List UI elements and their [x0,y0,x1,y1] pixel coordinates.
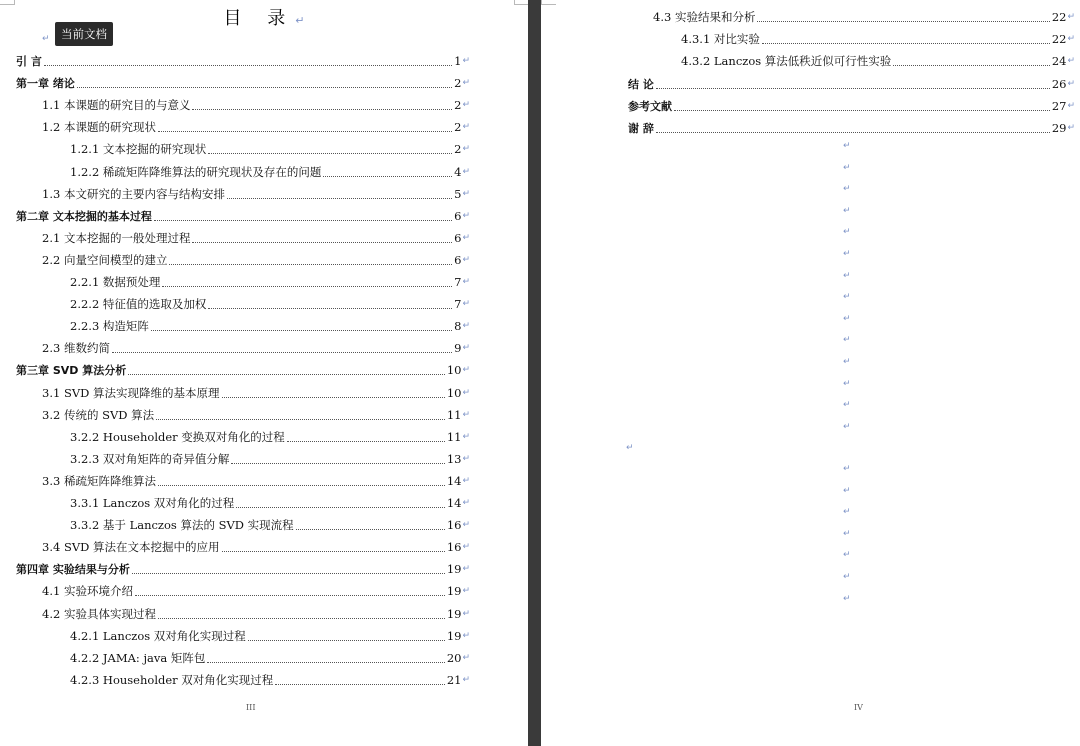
toc-dot-leader [275,675,445,685]
paragraph-mark-icon: ↵ [843,464,851,474]
paragraph-mark-icon: ↵ [462,122,470,133]
toc-entry[interactable] [70,493,470,513]
toc-entry-page: 19 [446,606,462,621]
toc-entry[interactable] [70,162,470,182]
toc-entry-page: 16 [446,518,462,533]
toc-dot-leader [656,123,1050,133]
toc-entry-page: 11 [446,407,462,422]
toc-entry[interactable] [42,117,470,137]
paragraph-mark-icon: ↵ [462,56,470,66]
toc-entry-page: 7 [454,275,462,289]
paragraph-mark-icon: ↵ [843,184,851,195]
toc-entry-title: 4.3.2 Lanczos 算法低秩近似可行性实验 [681,54,892,69]
toc-entry-title: 3.3.1 Lanczos 双对角化的过程 [70,496,235,510]
toc-entry-title: 4.2.3 Householder 双对角化实现过程 [70,672,274,687]
paragraph-mark-icon: ↵ [1067,78,1075,89]
toc-dot-leader [757,12,1049,22]
paragraph-mark-icon: ↵ [462,431,470,442]
toc-entry[interactable] [16,73,470,93]
toc-entry-page: 24 [1051,54,1067,69]
paragraph-mark-icon: ↵ [462,586,470,597]
toc-entry-page: 6 [454,208,462,223]
toc-title: 目 录↵ [223,8,305,29]
toc-entry-title: 3.2.2 Householder 变换双对角化的过程 [70,429,285,444]
toc-entry-page: 20 [446,650,462,665]
paragraph-mark-icon: ↵ [1067,34,1075,45]
paragraph-mark-icon: ↵ [462,166,470,177]
paragraph-mark-icon: ↵ [843,313,851,324]
paragraph-mark-icon: ↵ [462,299,470,310]
paragraph-mark-icon: ↵ [462,78,470,89]
paragraph-mark-icon: ↵ [843,507,851,518]
toc-entry-page: 5 [454,186,462,201]
toc-entry-title: 2.2.1 数据预处理 [70,275,161,289]
paragraph-mark-icon: ↵ [462,254,470,265]
toc-dot-leader [158,476,445,486]
toc-dot-leader [151,321,452,331]
paragraph-mark-icon: ↵ [42,34,50,44]
toc-entry-page: 14 [446,473,462,488]
toc-entry[interactable] [681,51,1075,71]
toc-entry-title: 4.1 实验环境介绍 [42,584,133,599]
paragraph-mark-icon: ↵ [843,227,851,238]
toc-dot-leader [207,653,444,663]
paragraph-mark-icon: ↵ [843,593,851,604]
toc-entry-title: 1.2.1 文本挖掘的研究现状 [70,142,207,157]
toc-dot-leader [192,100,452,110]
toc-dot-leader [208,144,452,154]
toc-entry[interactable] [70,272,470,292]
paragraph-mark-icon: ↵ [843,162,851,173]
paragraph-mark-icon: ↵ [462,542,470,553]
toc-dot-leader [208,299,452,309]
toc-entry-title: 3.1 SVD 算法实现降维的基本原理 [42,385,220,400]
toc-dot-leader [222,542,445,552]
toc-entry-title: 2.2.3 构造矩阵 [70,319,149,334]
toc-dot-leader [762,34,1050,44]
toc-entry[interactable] [16,206,470,226]
toc-entry-title: 结 论 [628,77,654,91]
toc-entry-title: 1.3 本文研究的主要内容与结构安排 [42,186,225,201]
toc-entry-page: 27 [1051,98,1067,113]
toc-entry-page: 6 [454,230,462,245]
toc-entry-title: 2.2.2 特征值的选取及加权 [70,297,207,312]
paragraph-mark-icon: ↵ [462,630,470,641]
paragraph-mark-icon: ↵ [843,485,851,496]
toc-entry-page: 2 [454,98,462,113]
toc-entry-title: 3.2 传统的 SVD 算法 [42,407,155,422]
toc-dot-leader [236,498,445,508]
toc-entry-page: 26 [1051,76,1067,91]
toc-entry-page: 6 [454,252,462,267]
toc-entry-page: 19 [446,584,462,599]
toc-entry[interactable] [42,604,470,624]
toc-entry-title: 3.4 SVD 算法在文本挖掘中的应用 [42,540,220,555]
paragraph-mark-icon: ↵ [462,365,470,376]
toc-entry-title: 4.3 实验结果和分析 [653,10,756,24]
paragraph-mark-icon: ↵ [462,277,470,287]
toc-entry-title: 1.2.2 稀疏矩阵降维算法的研究现状及存在的问题 [70,164,322,179]
toc-entry[interactable] [42,405,470,425]
toc-entry[interactable] [70,626,470,646]
paragraph-mark-icon: ↵ [462,608,470,619]
toc-entry[interactable] [42,383,470,403]
paragraph-mark-icon: ↵ [462,674,470,685]
toc-entry-page: 2 [454,76,462,91]
paragraph-mark-icon: ↵ [843,550,851,561]
toc-dot-leader [77,78,452,88]
toc-entry[interactable] [42,471,470,491]
toc-entry[interactable] [42,581,470,601]
paragraph-mark-icon: ↵ [843,528,851,539]
paragraph-mark-icon: ↵ [1067,100,1075,111]
paragraph-mark-icon: ↵ [462,321,470,332]
toc-dot-leader [231,454,444,464]
paragraph-mark-icon: ↵ [462,564,470,575]
toc-page-right [541,0,1080,746]
toc-entry-title: 2.2 向量空间模型的建立 [42,252,168,267]
toc-dot-leader [893,56,1050,66]
toc-dot-leader [128,365,445,375]
toc-page-left [0,0,528,746]
crop-mark [541,0,556,5]
paragraph-mark-icon: ↵ [462,498,470,508]
toc-entry-page: 14 [446,496,462,510]
toc-entry-title: 第二章 文本挖掘的基本过程 [16,209,152,223]
toc-entry[interactable] [681,29,1075,49]
paragraph-mark-icon: ↵ [462,409,470,420]
paragraph-mark-icon: ↵ [1067,123,1075,133]
toc-entry-page: 8 [454,319,462,334]
toc-dot-leader [162,277,452,287]
paragraph-mark-icon: ↵ [462,232,470,243]
paragraph-mark-icon: ↵ [843,572,851,582]
toc-entry[interactable] [42,95,470,115]
toc-entry-page: 13 [446,451,462,466]
toc-dot-leader [287,432,445,442]
toc-entry-page: 21 [446,672,462,687]
toc-dot-leader [656,79,1050,89]
toc-entry-title: 引 言 [16,55,42,68]
toc-dot-leader [158,609,445,619]
toc-entry-page: 11 [446,429,462,444]
paragraph-mark-icon: ↵ [843,400,851,411]
toc-entry-title: 3.3 稀疏矩阵降维算法 [42,473,156,488]
toc-entry[interactable] [42,228,470,248]
toc-entry-page: 29 [1051,121,1067,135]
toc-entry-title: 4.2 实验具体实现过程 [42,606,156,621]
toc-entry-page: 2 [454,142,462,157]
paragraph-mark-icon: ↵ [462,520,470,531]
toc-entry[interactable] [628,118,1075,138]
current-document-tooltip: 当前文档 [55,22,113,46]
toc-dot-leader [112,343,452,353]
paragraph-mark-icon: ↵ [843,357,851,367]
toc-entry[interactable] [653,7,1075,27]
toc-entry[interactable] [16,559,470,579]
toc-entry[interactable] [70,294,470,314]
toc-entry[interactable] [70,427,470,447]
toc-dot-leader [248,631,445,641]
toc-entry-page: 16 [446,540,462,555]
toc-entry[interactable] [70,139,470,159]
toc-dot-leader [154,211,452,221]
page-footer-number: IV [854,703,863,712]
toc-entry[interactable] [628,74,1075,94]
toc-entry-page: 10 [446,363,462,378]
toc-entry-title: 3.3.2 基于 Lanczos 算法的 SVD 实现流程 [70,518,294,533]
paragraph-mark-icon: ↵ [462,144,470,155]
page-gap [528,0,541,746]
toc-entry-title: 参考文献 [628,99,672,113]
toc-entry[interactable] [70,670,470,690]
paragraph-mark-icon: ↵ [843,141,851,151]
toc-entry-page: 7 [454,297,462,312]
toc-entry[interactable] [70,449,470,469]
toc-dot-leader [156,410,445,420]
paragraph-mark-icon: ↵ [462,343,470,354]
toc-dot-leader [132,564,445,574]
paragraph-mark-icon: ↵ [462,475,470,486]
toc-entry[interactable] [42,250,470,270]
paragraph-mark-icon: ↵ [462,210,470,221]
toc-entry[interactable] [628,96,1075,116]
toc-dot-leader [158,122,452,132]
paragraph-mark-icon: ↵ [1067,56,1075,67]
toc-entry-title: 3.2.3 双对角矩阵的奇异值分解 [70,451,230,466]
toc-dot-leader [222,388,445,398]
paragraph-mark-icon: ↵ [843,292,851,303]
toc-dot-leader [674,101,1050,111]
toc-entry[interactable] [42,184,470,204]
page-footer-number: III [246,703,256,712]
toc-entry-title: 4.2.2 JAMA: java 矩阵包 [70,650,206,665]
toc-dot-leader [227,189,452,199]
toc-entry-page: 19 [446,562,462,577]
toc-entry-title: 谢 辞 [628,122,654,135]
toc-entry-page: 4 [454,164,462,179]
toc-dot-leader [169,255,452,265]
toc-entry-title: 1.1 本课题的研究目的与意义 [42,98,191,113]
toc-entry-page: 1 [454,54,462,68]
toc-dot-leader [296,520,445,530]
paragraph-mark-icon: ↵ [462,387,470,398]
paragraph-mark-icon: ↵ [843,205,851,216]
toc-entry-page: 22 [1051,32,1067,47]
toc-entry[interactable] [70,316,470,336]
paragraph-mark-icon: ↵ [462,453,470,464]
paragraph-mark-icon: ↵ [843,421,851,432]
toc-entry[interactable] [42,338,470,358]
toc-entry-page: 2 [454,120,462,135]
toc-entry[interactable] [70,515,470,535]
toc-entry-title: 第三章 SVD 算法分析 [16,364,127,378]
toc-entry[interactable] [70,648,470,668]
toc-entry-title: 2.3 维数约简 [42,341,110,356]
toc-dot-leader [44,56,452,66]
toc-entry[interactable] [16,51,470,71]
toc-entry[interactable] [42,537,470,557]
toc-dot-leader [192,233,452,243]
paragraph-mark-icon: ↵ [843,378,851,389]
paragraph-mark-icon: ↵ [843,270,851,281]
paragraph-mark-icon: ↵ [462,188,470,199]
toc-entry-title: 第四章 实验结果与分析 [16,563,130,577]
toc-dot-leader [135,586,445,596]
paragraph-mark-icon: ↵ [1067,12,1075,22]
toc-entry-title: 1.2 本课题的研究现状 [42,120,156,135]
toc-entry-title: 4.3.1 对比实验 [681,32,760,47]
toc-entry[interactable] [16,360,470,380]
paragraph-mark-icon: ↵ [462,100,470,111]
toc-entry-page: 22 [1051,10,1067,24]
paragraph-mark-icon: ↵ [626,443,634,453]
toc-entry-page: 9 [454,341,462,356]
paragraph-mark-icon: ↵ [843,249,851,259]
toc-entry-title: 2.1 文本挖掘的一般处理过程 [42,230,191,245]
toc-dot-leader [323,167,452,177]
paragraph-mark-icon: ↵ [462,652,470,663]
toc-entry-title: 4.2.1 Lanczos 双对角化实现过程 [70,628,246,643]
toc-entry-title: 第一章 绪论 [16,77,75,91]
paragraph-mark-icon: ↵ [843,335,851,346]
toc-entry-page: 19 [446,628,462,643]
toc-entry-page: 10 [446,385,462,400]
